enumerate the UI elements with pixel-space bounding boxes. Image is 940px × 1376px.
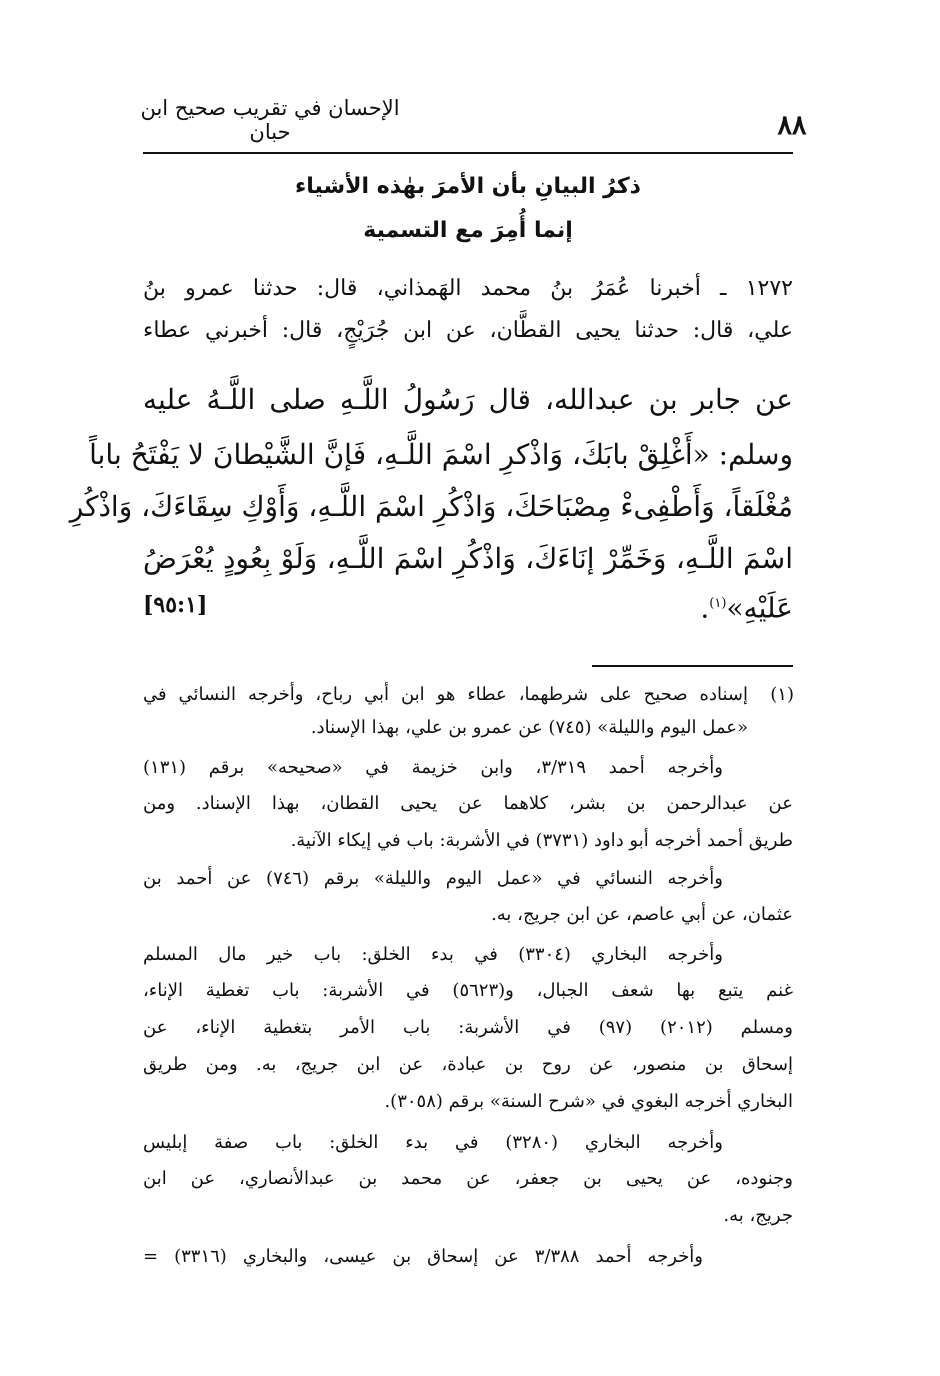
hadith-reference: [٩٥:١] bbox=[143, 592, 208, 618]
footnote-line: وأخرجه البخاري (٣٣٠٤) في بدء الخلق: باب خير مال المسلم bbox=[143, 944, 723, 965]
section-title-line-1: ذكرُ البيانِ بأن الأمرَ بهٰذه الأشياء bbox=[295, 174, 641, 199]
footnote-line: إسناده صحيح على شرطهما، عطاء هو ابن أبي رباح، وأخرجه النسائي في bbox=[143, 684, 748, 705]
hadith-matn-line-2: وسلم: «أَغْلِقْ بابَكَ، وَاذْكرِ اسْمَ اللَّـهِ، فَإنَّ الشَّيْطانَ لا يَفْتَحُ باباً bbox=[89, 438, 793, 471]
hadith-matn-line-1: عن جابر بن عبدالله، قال رَسُولُ اللَّـهِ صلى اللَّـهُ عليه bbox=[143, 383, 793, 416]
footnote-line: البخاري أخرجه البغوي في «شرح السنة» برقم (٣٠٥٨). bbox=[384, 1091, 793, 1112]
header-divider bbox=[143, 152, 793, 154]
page-number: ٨٨ bbox=[777, 110, 807, 141]
hadith-matn-line-4: اسْمَ اللَّـهِ، وَخَمِّرْ إنَاءَكَ، وَاذْكُرِ اسْمَ اللَّـهِ، وَلَوْ بِعُودٍ يُعْرَضُ bbox=[143, 542, 793, 575]
footnote-line: وأخرجه أحمد ٣/٣٨٨ عن إسحاق بن عيسى، والبخاري (٣٣١٦) = bbox=[143, 1246, 703, 1267]
hadith-isnad-line-1: ١٢٧٢ ـ أخبرنا عُمَرُ بنُ محمد الهَمذاني، قال: حدثنا عمرو بنُ bbox=[143, 276, 793, 301]
hadith-isnad-line-2: علي، قال: حدثنا يحيى القطَّان، عن ابن جُرَيْجٍ، قال: أخبرني عطاء bbox=[143, 318, 793, 343]
footnote-line: غنم يتبع بها شعف الجبال، و(٥٦٢٣) في الأشربة: باب تغطية الإناء، bbox=[143, 980, 793, 1001]
footnote-number: (١) bbox=[770, 684, 794, 705]
footnote-line: وجنوده، عن يحيى بن جعفر، عن محمد بن عبدالأنصاري، عن ابن bbox=[143, 1168, 793, 1189]
hadith-end-mark: . bbox=[700, 591, 710, 625]
hadith-matn-line-5 bbox=[143, 585, 793, 627]
hadith-matn-final-word: عَلَيْهِ» bbox=[726, 591, 793, 625]
footnote-line: إسحاق بن منصور، عن روح بن عبادة، عن ابن جريج، به. ومن طريق bbox=[143, 1054, 793, 1075]
footnote-line: عثمان، عن أبي عاصم، عن ابن جريج، به. bbox=[491, 904, 793, 925]
running-header-title: الإحسان في تقريب صحيح ابن حبان bbox=[140, 96, 400, 144]
footnote-line: جريج، به. bbox=[723, 1205, 793, 1226]
footnote-line: «عمل اليوم والليلة» (٧٤٥) عن عمرو بن علي، بهذا الإسناد. bbox=[310, 717, 748, 738]
hadith-matn-line-3: مُغْلَقاً، وَأَطْفِىءْ مِصْبَاحَكَ، وَاذْكُرِ اسْمَ اللَّـهِ، وَأَوْكِ سِقَاءَكَ، وَاذْكُرِ bbox=[69, 490, 793, 523]
footnote-line: طريق أحمد أخرجه أبو داود (٣٧٣١) في الأشربة: باب في إيكاء الآنية. bbox=[290, 830, 793, 851]
footnote-line: وأخرجه أحمد ٣/٣١٩، وابن خزيمة في «صحيحه» برقم (١٣١) bbox=[143, 757, 723, 778]
footnote-line: ومسلم (٢٠١٢) (٩٧) في الأشربة: باب الأمر بتغطية الإناء، عن bbox=[143, 1017, 793, 1038]
footnote-line: وأخرجه البخاري (٣٢٨٠) في بدء الخلق: باب صفة إبليس bbox=[143, 1132, 723, 1153]
footnote-line: وأخرجه النسائي في «عمل اليوم والليلة» برقم (٧٤٦) عن أحمد بن bbox=[143, 868, 723, 889]
section-title-line-2: إنما أُمِرَ مع التسمية bbox=[363, 218, 573, 243]
footnote-line: عن عبدالرحمن بن بشر، كلاهما عن يحيى القطان، بهذا الإسناد. ومن bbox=[143, 793, 793, 814]
footnote-marker: (١) bbox=[709, 596, 727, 611]
footnote-divider bbox=[592, 665, 793, 667]
